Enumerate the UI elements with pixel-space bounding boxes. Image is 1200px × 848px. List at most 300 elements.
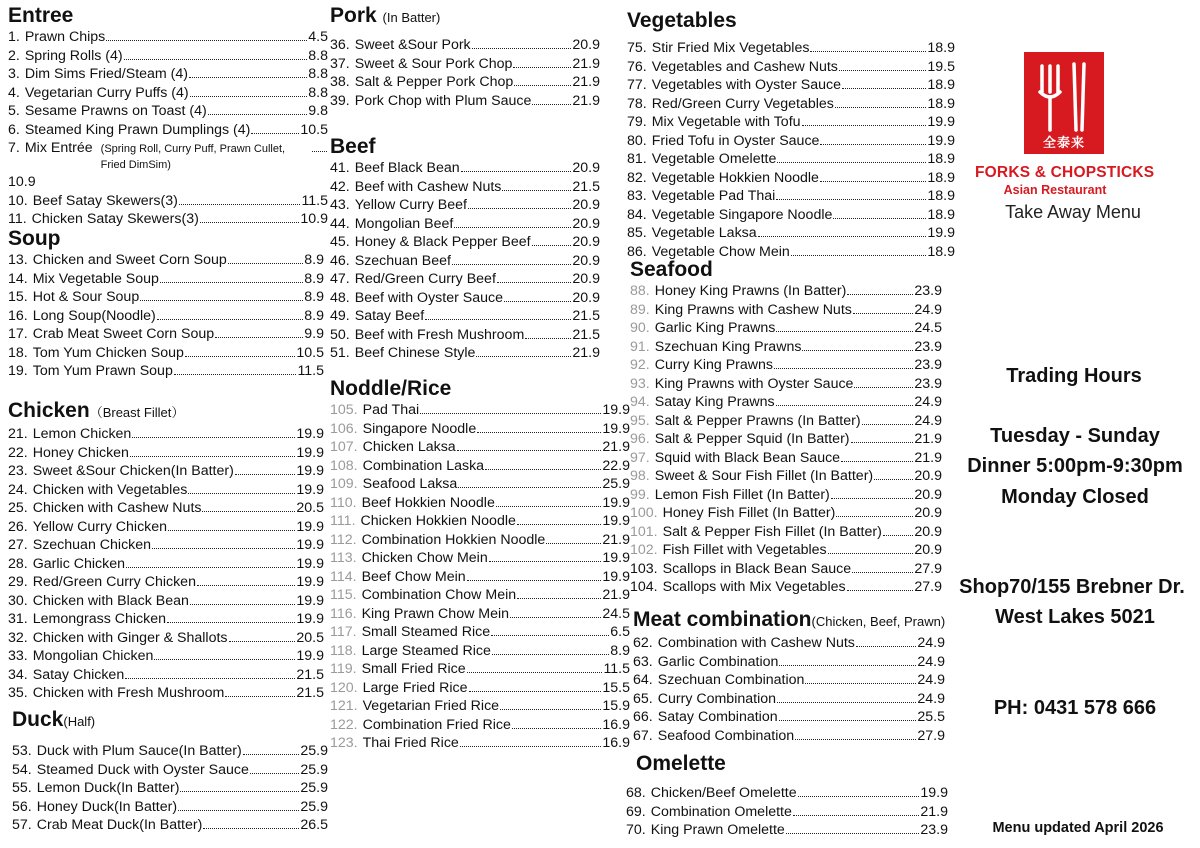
leader-dots [126,567,295,568]
item-price: 24.9 [917,653,945,670]
item-name: Garlic Combination [657,653,779,670]
trading-days: Tuesday - Sunday [990,425,1160,447]
leader-dots [174,374,297,375]
item-price: 21.9 [602,587,630,603]
menu-item [8,210,328,229]
item-name: Chicken with Black Bean [32,592,189,609]
menu-item [330,289,600,308]
leader-dots [847,294,913,295]
item-price: 25.9 [300,798,328,815]
leader-dots [190,604,296,605]
item-number: 89. [630,301,650,318]
item-price: 20.9 [572,197,600,213]
menu-item [8,684,324,703]
item-price: 19.9 [602,420,630,437]
menu-item [8,288,324,307]
item-price: 18.9 [927,243,955,260]
item-name: Lemon Fish Fillet (In Batter) [654,486,830,503]
menu-item [8,555,324,574]
menu-item [330,438,630,457]
leader-dots [229,641,296,642]
item-number: 44. [330,215,350,232]
item-price: 20.5 [296,629,324,646]
item-description: (Spring Roll, Curry Puff, Prawn Cullet, Fried DimSim) [100,143,286,171]
item-number: 93. [630,375,650,392]
item-number: 75. [627,40,647,56]
menu-item [8,251,324,270]
item-name: Vegetable Chow Mein [651,243,790,260]
menu-item [330,660,630,679]
leader-dots [468,208,571,209]
menu-item [8,270,324,289]
leader-dots [853,313,914,314]
menu-item [630,356,942,375]
item-number: 68. [626,785,646,801]
item-name: Satay Chicken [32,666,125,683]
item-price: 15.9 [602,698,630,714]
item-number: 103. [630,560,658,577]
item-name: Beef with Fresh Mushroom [354,326,525,343]
menu-item [630,319,942,338]
item-price: 19.9 [296,481,324,498]
leader-dots [235,474,296,475]
item-name: Stir Fried Mix Vegetables [651,40,810,56]
menu-item [630,541,942,560]
menu-item [330,215,600,234]
item-price: 11.5 [301,192,328,209]
item-name: Pork Chop with Plum Sauce [354,92,532,109]
item-number: 27. [8,537,28,553]
item-name: Lemon Duck(In Batter) [36,780,180,796]
item-price: 10.9 [300,211,328,227]
menu-item [633,690,945,709]
item-price: 21.9 [572,92,600,109]
leader-dots [228,263,304,264]
menu-list [330,36,600,110]
item-price: 8.8 [308,66,328,82]
menu-item [633,727,945,746]
leader-dots [200,222,300,223]
menu-item [8,573,324,592]
item-name: Combination Fried Rice [362,716,511,733]
leader-dots [820,144,926,145]
menu-list [8,251,324,381]
item-price: 24.9 [914,412,942,429]
leader-dots [124,59,308,60]
item-price: 21.9 [602,439,630,455]
item-name: Sweet & Sour Fish Fillet (In Batter) [654,468,874,484]
menu-item [330,642,630,661]
item-price: 11.5 [603,661,630,677]
menu-item [630,412,942,431]
leader-dots [492,654,609,655]
item-name: Combination Hokkien Noodle [361,531,546,548]
item-price: 10.5 [300,121,328,138]
menu-item [8,499,324,518]
item-number: 113. [330,550,357,566]
menu-item [12,779,328,798]
menu-item [8,666,324,685]
section-title: Meat combination(Chicken, Beef, Prawn) [633,608,946,631]
item-number: 24. [8,481,28,498]
item-number: 96. [630,431,650,447]
item-price: 8.9 [304,270,324,287]
item-name: Garlic Chicken [32,555,125,572]
item-price: 19.9 [296,537,324,553]
item-price: 19.9 [927,114,955,130]
item-number: 76. [627,58,647,75]
menu-item [627,113,955,132]
item-name: Chicken/Beef Omelette [650,785,797,801]
item-number: 2. [8,47,20,64]
item-price: 19.9 [296,463,324,479]
menu-item [8,647,324,666]
item-number: 32. [8,629,28,646]
item-price: 8.9 [304,252,324,268]
menu-item [330,679,630,698]
menu-item [330,326,600,345]
leader-dots [874,479,913,480]
item-number: 21. [8,426,28,442]
menu-item [8,536,324,555]
item-price: 20.9 [572,234,600,250]
item-price: 21.9 [914,431,942,447]
leader-dots [836,516,913,517]
menu-item [330,512,630,531]
menu-list [8,425,324,703]
menu-item [330,586,630,605]
item-name: Salt & Pepper Prawns (In Batter) [654,412,861,429]
leader-dots [154,659,295,660]
item-name: Vegetable Omelette [651,151,777,167]
leader-dots [125,678,295,679]
item-name: Honey Duck(In Batter) [36,798,178,815]
menu-item [8,481,324,500]
menu-item [8,192,328,211]
leader-dots [189,77,307,78]
menu-item [627,76,955,95]
leader-dots [452,264,571,265]
item-price: 20.9 [572,289,600,306]
item-number: 108. [330,457,358,474]
item-name: Szechuan Beef [354,252,451,269]
item-price: 19.9 [296,518,324,535]
item-price: 19.9 [296,648,324,664]
item-price: 25.5 [917,709,945,725]
item-price: 27.9 [914,579,942,595]
menu-item [630,301,942,320]
item-number: 42. [330,178,350,195]
item-number: 53. [12,743,32,759]
item-price: 21.5 [296,666,324,683]
section-title: Beef [330,135,376,158]
item-name: Yellow Curry Chicken [32,518,168,535]
item-price: 10.9 [8,174,36,190]
item-number: 18. [8,344,28,361]
item-price: 19.9 [602,568,630,585]
item-name: Beef with Oyster Sauce [354,289,503,306]
menu-item [630,467,942,486]
leader-dots [203,828,299,829]
section-omelette [626,752,948,840]
item-name: Crab Meat Sweet Corn Soup [32,326,215,342]
leader-dots [500,709,601,710]
item-price: 24.9 [917,672,945,688]
item-number: 77. [627,77,647,93]
item-number: 39. [330,92,350,109]
item-number: 6. [8,121,20,138]
item-name: Vegetables and Cashew Nuts [651,58,838,75]
leader-dots [460,746,602,747]
menu-item [630,449,942,468]
menu-updated-note: Menu updated April 2026 [992,820,1164,836]
item-name: Satay King Prawns [654,394,775,410]
menu-item [330,159,600,178]
menu-list [633,634,945,745]
leader-dots [225,696,295,697]
item-number: 48. [330,289,350,306]
item-price: 20.9 [914,523,942,540]
item-name: Crab Meat Duck(In Batter) [36,817,203,833]
item-number: 67. [633,727,653,744]
item-number: 102. [630,542,658,558]
item-price: 21.5 [572,178,600,195]
item-number: 29. [8,574,28,590]
item-name: Vegetables with Oyster Sauce [651,77,842,93]
leader-dots [514,85,571,86]
leader-dots [779,720,917,721]
item-number: 92. [630,357,650,373]
leader-dots [820,181,926,182]
item-name: Large Steamed Rice [361,642,491,659]
section-title: Vegetables [627,9,737,32]
item-price: 19.9 [602,550,630,566]
leader-dots [802,125,927,126]
item-name: Large Fried Rice [362,679,468,696]
menu-item [627,169,955,188]
item-number: 10. [8,192,28,209]
item-name: Chicken with Ginger & Shallots [32,629,228,646]
leader-dots [776,405,914,406]
item-number: 56. [12,798,32,815]
leader-dots [776,199,926,200]
item-number: 80. [627,132,647,149]
item-price: 19.9 [296,574,324,590]
item-price: 22.9 [602,457,630,474]
item-name: Chicken with Cashew Nuts [32,500,202,516]
leader-dots [795,739,916,740]
menu-item [330,623,630,642]
item-name: Steamed Duck with Oyster Sauce [36,761,249,778]
leader-dots [791,255,927,256]
menu-item [330,716,630,735]
item-number: 31. [8,611,28,627]
item-name: King Prawns with Oyster Sauce [654,375,854,392]
item-name: Vegetable Laksa [651,225,757,241]
menu-item [330,457,630,476]
leader-dots [842,88,926,89]
item-number: 122. [330,716,358,733]
item-number: 82. [627,169,647,186]
menu-item [627,132,955,151]
leader-dots [251,133,299,134]
item-name: Seafood Laksa [362,476,458,492]
section-entree [8,4,328,229]
phone-number: PH: 0431 578 666 [993,697,1157,719]
item-number: 101. [630,523,658,540]
menu-item [330,531,630,550]
leader-dots [841,461,913,462]
item-number: 64. [633,672,653,688]
menu-item [8,28,328,47]
menu-item [8,462,324,481]
item-name: Honey Chicken [32,444,129,461]
item-number: 66. [633,709,653,725]
item-price: 8.9 [304,289,324,305]
item-number: 91. [630,338,650,355]
menu-item [8,65,328,84]
item-name: Salt & Pepper Fish Fillet (In Batter) [662,523,882,540]
item-name: Honey King Prawns (In Batter) [654,283,847,299]
leader-dots [467,580,602,581]
leader-dots [793,815,919,816]
item-price: 9.9 [304,326,324,342]
leader-dots [469,691,602,692]
menu-item [330,233,600,252]
section-duck [12,708,328,835]
item-name: Tom Yum Prawn Soup [32,363,173,379]
item-number: 116. [330,605,357,622]
item-number: 5. [8,103,20,119]
item-number: 83. [627,188,647,204]
item-price: 19.9 [296,592,324,609]
item-name: Small Steamed Rice [361,624,491,640]
leader-dots [532,104,571,105]
menu-item [627,39,955,58]
leader-dots [250,773,300,774]
leader-dots [425,319,571,320]
menu-item [627,150,955,169]
menu-item [330,475,630,494]
item-price: 24.9 [917,635,945,651]
item-number: 17. [8,326,28,342]
item-name: Vegetarian Curry Puffs (4) [24,84,189,101]
leader-dots [178,810,299,811]
menu-item [8,592,324,611]
leader-dots [152,548,295,549]
leader-dots [883,535,914,536]
item-number: 81. [627,151,647,167]
item-number: 11. [8,211,27,227]
item-name: Sesame Prawns on Toast (4) [24,103,207,119]
item-name: Mix Vegetable Soup [32,270,159,287]
item-number: 55. [12,780,32,796]
item-number: 49. [330,308,350,324]
menu-item [633,653,945,672]
item-name: Pad Thai [362,402,420,418]
item-name: Vegetable Pad Thai [651,188,776,204]
item-price: 25.9 [300,743,328,759]
item-number: 35. [8,685,28,701]
menu-item [630,523,942,542]
item-price: 23.9 [914,338,942,355]
leader-dots [476,356,571,357]
leader-dots [847,590,914,591]
menu-item [633,634,945,653]
item-name: Scallops with Mix Vegetables [662,579,846,595]
leader-dots [467,672,603,673]
item-price: 21.9 [920,803,948,820]
item-price: 19.5 [927,58,955,75]
item-number: 38. [330,74,350,90]
closed-day: Monday Closed [1001,486,1149,508]
item-name: Combination Chow Mein [361,587,517,603]
menu-list [630,282,942,597]
item-number: 99. [630,486,650,503]
item-number: 123. [330,735,358,751]
item-name: Long Soup(Noodle) [32,307,156,324]
menu-item [12,761,328,780]
item-number: 30. [8,592,28,609]
item-number: 41. [330,160,350,176]
item-price: 21.9 [572,74,600,90]
item-name: Red/Green Curry Vegetables [651,95,834,112]
menu-list [626,784,948,840]
leader-dots [208,114,308,115]
trading-hours-title: Trading Hours [1006,365,1142,387]
item-name: Beef Chinese Style [354,345,476,361]
menu-item [630,504,942,523]
menu-item [8,102,328,121]
item-number: 54. [12,761,32,778]
item-name: Satay Combination [657,709,778,725]
item-price: 20.9 [572,160,600,176]
menu-item [12,798,328,817]
item-name: Hot & Sour Soup [32,289,140,305]
item-name: Satay Beef [354,308,425,324]
menu-item [627,58,955,77]
item-name: Chicken Chow Mein [361,550,488,566]
brand-name: FORKS & CHOPSTICKS [975,164,1155,181]
menu-item [8,425,324,444]
item-name: Yellow Curry Beef [354,197,467,213]
item-number: 95. [630,412,650,429]
section-beef [330,135,600,363]
item-number: 70. [626,822,646,838]
item-number: 34. [8,666,28,683]
leader-dots [132,437,295,438]
menu-item [330,73,600,92]
item-number: 51. [330,345,350,361]
leader-dots [160,282,303,283]
item-number: 14. [8,270,28,287]
leader-dots [496,506,602,507]
item-price: 19.9 [602,494,630,511]
menu-item [630,393,942,412]
leader-dots [243,754,300,755]
item-price: 8.9 [304,307,324,324]
item-name: King Prawns with Cashew Nuts [654,301,852,318]
item-number: 36. [330,37,350,53]
leader-dots [525,338,571,339]
item-price: 15.5 [602,679,630,696]
leader-dots [777,702,916,703]
item-price: 25.9 [300,761,328,778]
leader-dots [758,236,927,237]
item-number: 115. [330,587,357,603]
item-price: 19.9 [296,611,324,627]
item-price: 20.9 [572,271,600,287]
